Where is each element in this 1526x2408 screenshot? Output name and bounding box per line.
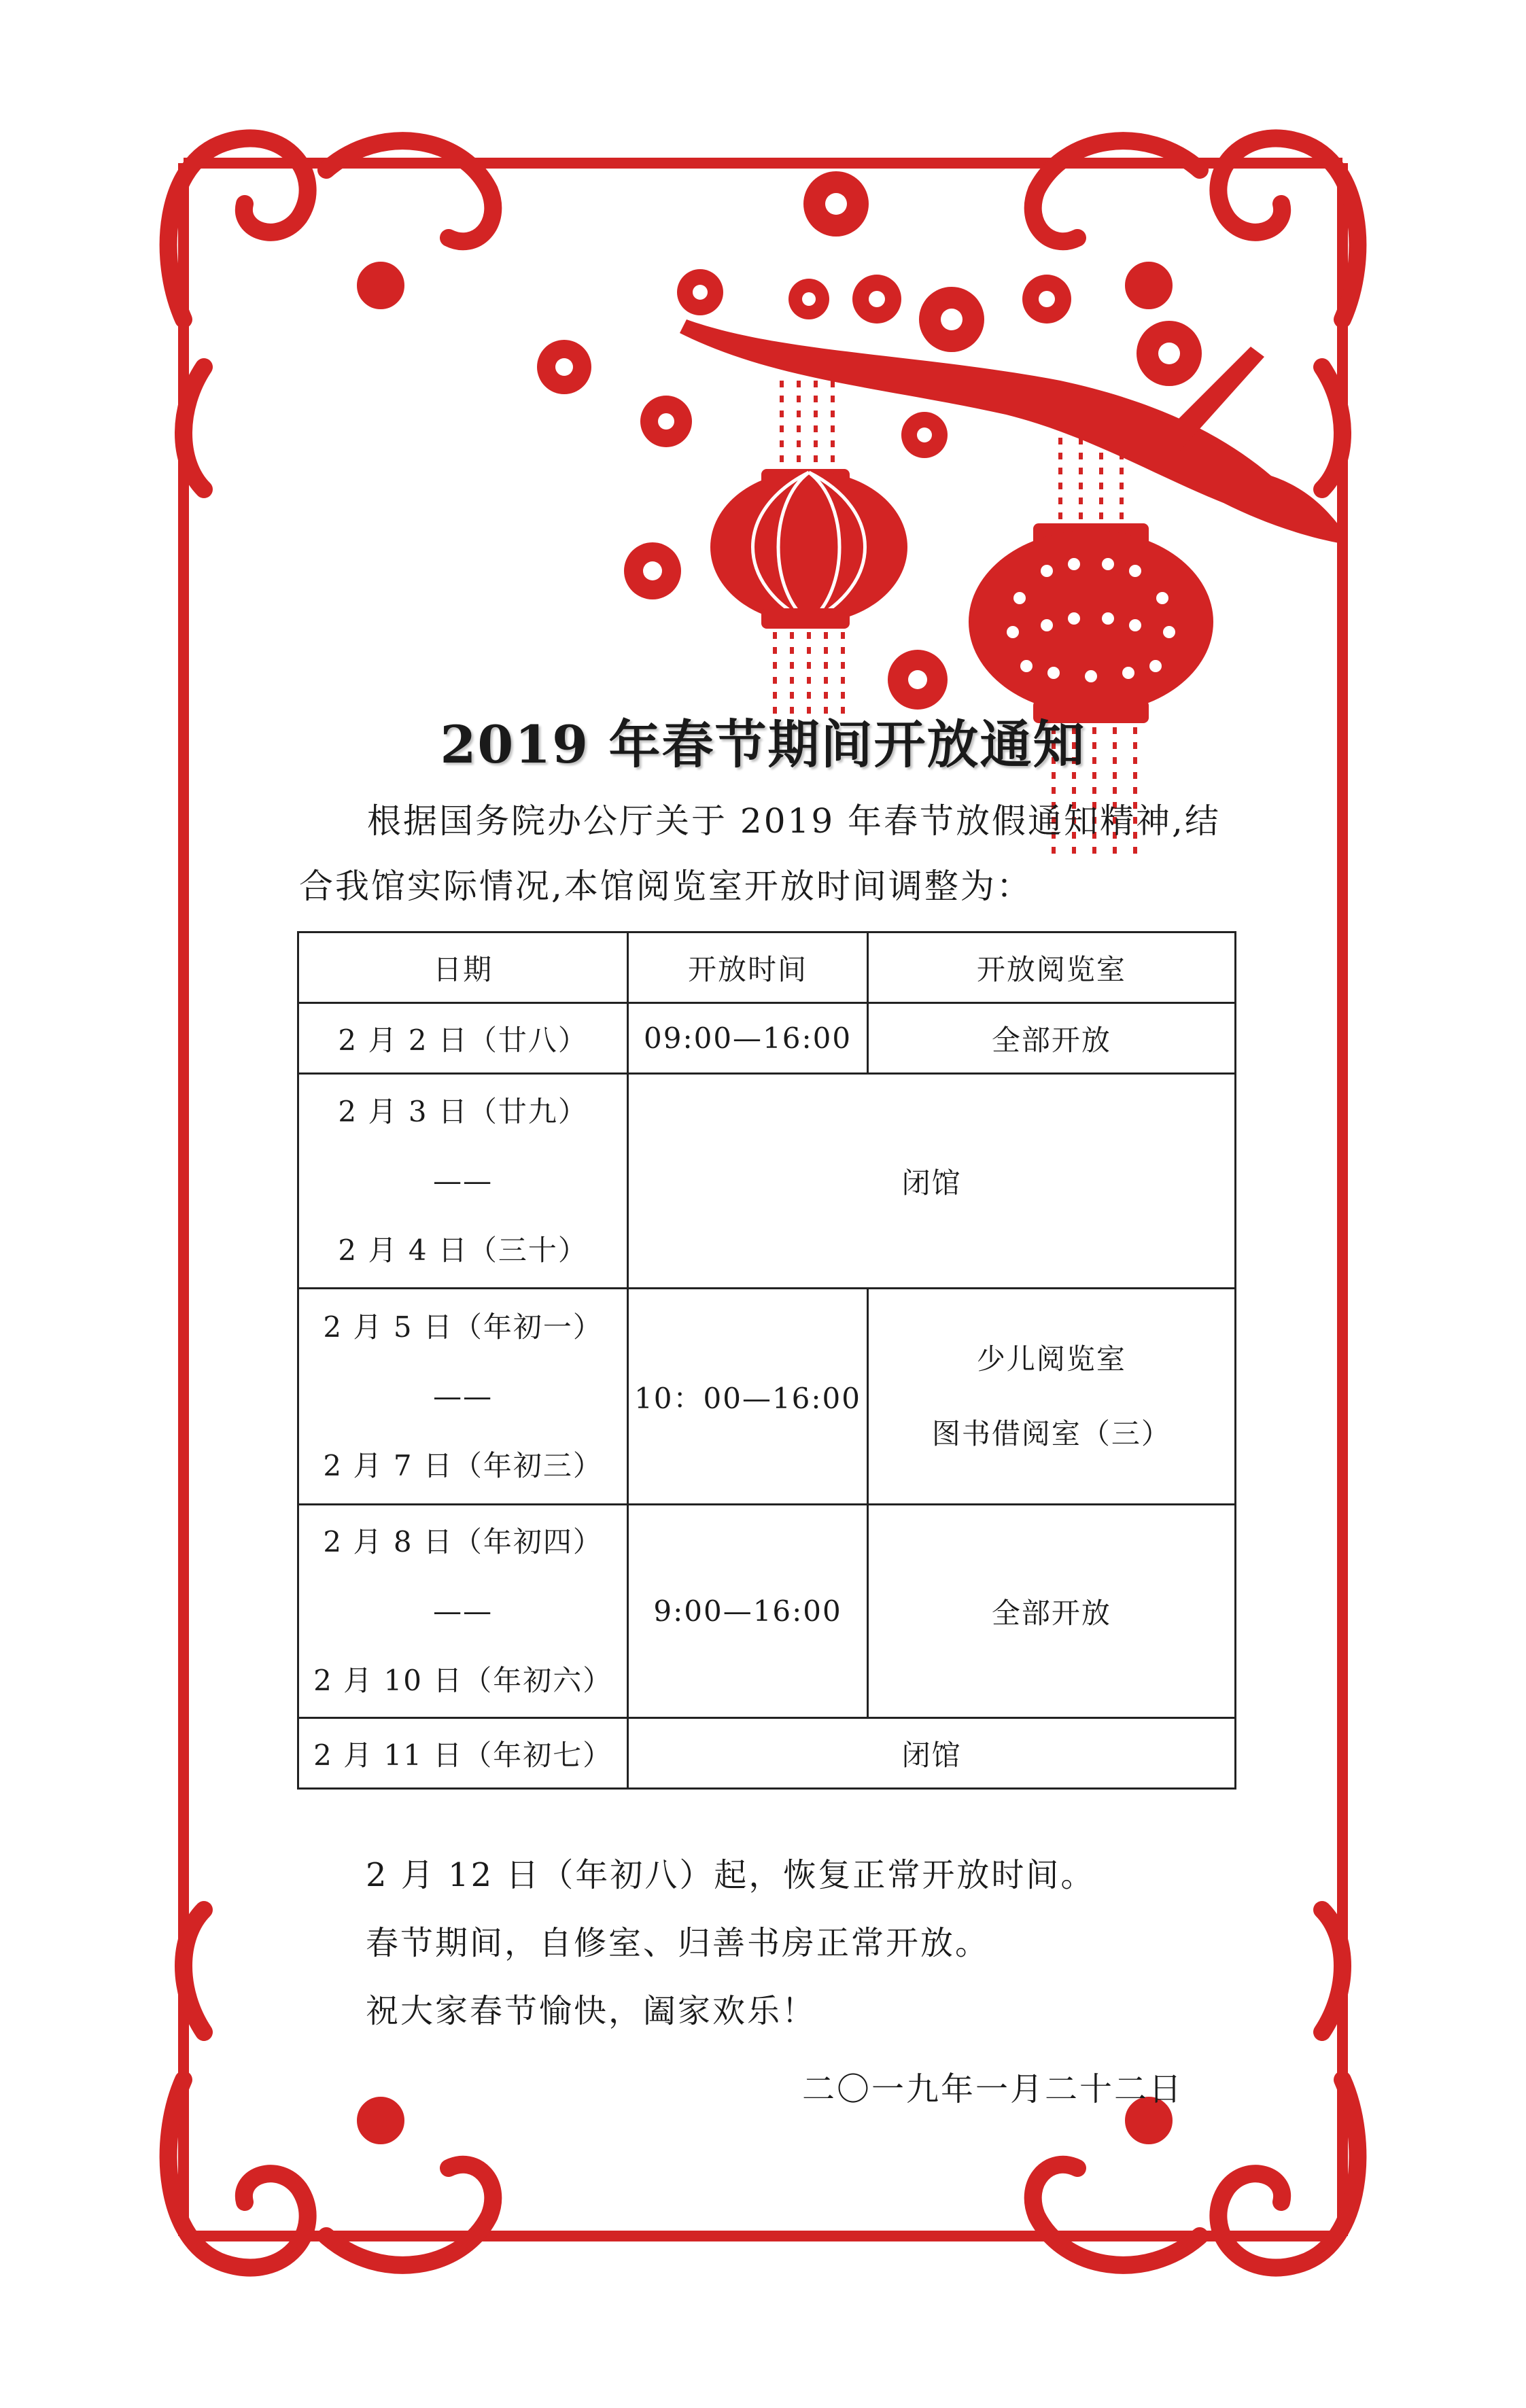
lantern-left — [710, 381, 907, 720]
date-cell — [298, 1003, 628, 1074]
time-cell: 09:00—16:00 — [628, 1003, 867, 1074]
date-cell — [298, 1074, 628, 1289]
date-text: 2 月 2 日（廿八） — [338, 1023, 588, 1057]
date-dash: —— — [433, 1379, 493, 1413]
table-row — [298, 1003, 1236, 1074]
rooms-cell — [867, 1289, 1235, 1505]
time-cell: 9:00—16:00 — [628, 1505, 867, 1718]
note-study-room: 春节期间，自修室、归善书房正常开放。 — [366, 1924, 990, 1962]
header-rooms: 开放阅览室 — [867, 932, 1235, 1003]
closed-cell: 闭馆 — [628, 1074, 1236, 1289]
note-resume: 2 月 12 日（年初八）起，恢复正常开放时间。 — [366, 1856, 1096, 1894]
closed-cell: 闭馆 — [628, 1718, 1236, 1789]
table-row — [298, 1505, 1236, 1718]
corner-scroll-top-left — [169, 138, 493, 489]
date-dash: —— — [433, 1164, 493, 1198]
room-name: 图书借阅室（三） — [931, 1416, 1171, 1450]
rooms-cell: 全部开放 — [867, 1003, 1235, 1074]
date-text: 2 月 11 日（年初七） — [313, 1738, 613, 1772]
table-row — [298, 1074, 1236, 1289]
date-end: 2 月 7 日（年初三） — [323, 1448, 603, 1482]
date-start: 2 月 5 日（年初一） — [323, 1310, 603, 1344]
date-start: 2 月 3 日（廿九） — [338, 1094, 588, 1128]
intro-paragraph: 根据国务院办公厅关于 2019 年春节放假通知精神,结合我馆实际情况,本馆阅览室开放时间调整为： — [299, 801, 1221, 906]
header-date: 日期 — [298, 932, 628, 1003]
date-end: 2 月 4 日（三十） — [338, 1233, 588, 1267]
time-cell: 10：00—16:00 — [628, 1289, 867, 1505]
date-dash: —— — [433, 1594, 493, 1628]
room-name: 少儿阅览室 — [976, 1342, 1126, 1376]
signature-date: 二〇一九年一月二十二日 — [802, 2070, 1184, 2108]
rooms-cell: 全部开放 — [867, 1505, 1235, 1718]
date-end: 2 月 10 日（年初六） — [313, 1663, 613, 1697]
page-title: 2019 年春节期间开放通知 — [440, 714, 1086, 775]
table-row — [298, 1289, 1236, 1505]
table-header-row — [298, 932, 1236, 1003]
note-greeting: 祝大家春节愉快，阖家欢乐！ — [366, 1992, 817, 2030]
table-row — [298, 1718, 1236, 1789]
schedule-table — [297, 931, 1236, 1790]
date-cell — [298, 1289, 628, 1505]
date-cell — [298, 1718, 628, 1789]
date-start: 2 月 8 日（年初四） — [323, 1524, 603, 1558]
date-cell — [298, 1505, 628, 1718]
header-time: 开放时间 — [628, 932, 867, 1003]
